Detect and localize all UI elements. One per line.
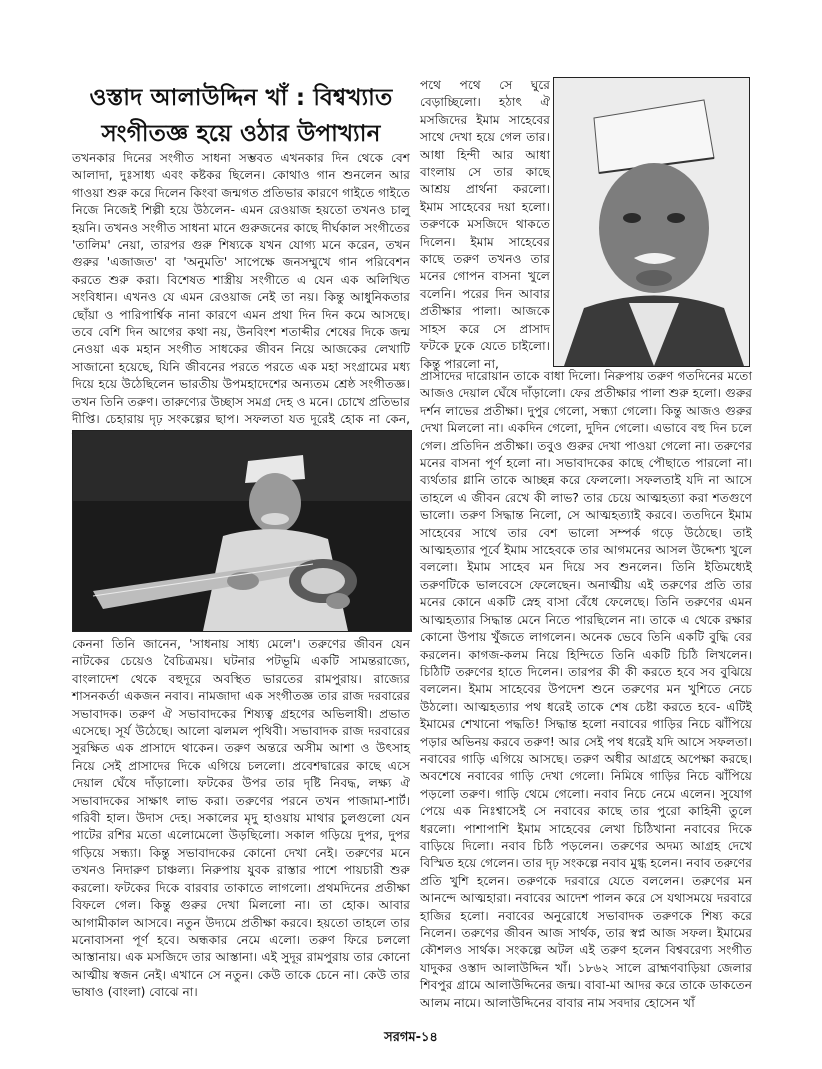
page-number: সরগম-১৪ [384, 1030, 438, 1045]
title-line-2: সংগীতজ্ঞ হয়ে ওঠার উপাখ্যান [101, 121, 381, 147]
paragraph-rampur: কেননা তিনি জানেন, 'সাধনায় সাধ্য মেলে'। তরুণের জীবন যেন নাটকের চেয়েও বৈচিত্রময়। ঘটনার পটভূমি একটি সামন্তরাজ্যে, বাংলাদেশ থেকে বহুদূরে অবস্থিত ভারতের রামপুরায়। রাজ্যের শাসনকর্তা একজন নবাব। নামজাদা এক সংগীতজ্ঞ তার রাজ দরবারের সভাবাদক। তরুণ ঐ সভাবাদকের শিষ্যত্ব গ্রহণের অভিলাষী। প্রভাত এসেছে। সূর্য উঠেছে। আলো ঝলমল পৃথিবী। সভাবাদক রাজ দরবারের সুরক্ষিত এক প্রাসাদে থাকেন। তরুণ অন্তরে অসীম আশা ও উৎসাহ নিয়ে সেই প্রাসাদের দিকে এগিয়ে চললো। প্রবেশদ্বারের কাছে এসে দেয়াল ঘেঁষে দাঁড়ালো। ফটকের উপর তার দৃষ্টি নিবদ্ধ, লক্ষ্য ঐ সভাবাদকের সাক্ষাৎ লাভ করা। তরুণের পরনে তখন পাজামা-শার্ট। গরিবী হাল। উদাস দেহ। সকালের মৃদু হাওয়ায় মাথার চুলগুলো যেন পাটের রশির মতো এলোমেলো উড়ছিলো। সকাল গড়িয়ে দুপর, দুপর গড়িয়ে সন্ধ্যা। কিন্তু সভাবাদকের কোনো দেখা নেই। তরুণের মনে তখনও নিদারুণ চাঞ্চল্য। নিরুপায় যুবক রাস্তার পাশে পায়চারী শুরু করলো। ফটকের দিকে বারবার তাকাতে লাগলো। প্রথমদিনের প্রতীক্ষা বিফলে গেল। কিন্তু গুরুর দেখা মিললো না। তা হোক। আবার আগামীকাল আসবে। নতুন উদ্যমে প্রতীক্ষা করবে। হয়তো তাহলে তার মনোবাসনা পূর্ণ হবে। অন্ধকার নেমে এলো। তরুণ ফিরে চললো আস্তানায়। এক মসজিদে তার আস্তানা। এই সুদূর রামপুরায় তার কোনো আত্মীয় স্বজন নেই। এখানে সে নতুন। কেউ তাকে চেনে না। কেউ তার ভাষাও (বাংলা) বোঝে না। [72, 637, 410, 1000]
sarod-player-image [73, 431, 411, 631]
paragraph-nawab: প্রাসাদের দারোয়ান তাকে বাধা দিলো। নিরুপায় তরুণ গতদিনের মতো আজও দেয়াল ঘেঁষে দাঁড়ালো। ফের প্রতীক্ষার পালা শুরু হলো। গুরুর দর্শন লাভের প্রতীক্ষা। দুপুর গেলো, সন্ধ্যা গেলো। কিন্তু আজও গুরুর দেখা মিললো না। একদিন গেলো, দুদিন গেলো। এভাবে বহু দিন চলে গেল। প্রতিদিন প্রতীক্ষা। তবুও গুরুর দেখা পাওয়া গেলো না। তরুণের মনের বাসনা পূর্ণ হলো না। সভাবাদকের কাছে পৌছাতে পারলো না। ব্যর্থতার গ্লানি তাকে আচ্ছন্ন করে ফেললো। সফলতাই যদি না আসে তাহলে এ জীবন রেখে কী লাভ? তার চেয়ে আত্মহত্যা করা শতগুণে ভালো। তরুণ সিদ্ধান্ত নিলো, সে আত্মহত্যাই করবে। ততদিনে ইমাম সাহেবের সাথে তার বেশ ভালো সম্পর্ক গড়ে উঠেছে। তাই আত্মহত্যার পূর্বে ইমাম সাহেবকে তার আগমনের আসল উদ্দেশ্য খুলে বললো। ইমাম সাহেব মন দিয়ে সব শুনলেন। তিনি ইতিমধ্যেই তরুণটিকে ভালবেসে ফেলেছেন। অনাত্মীয় এই তরুণের প্রতি তার মনের কোনে একটি স্নেহ বাসা বেঁধে ফেলেছে। তিনি তরুণের এমন আত্মহত্যার সিদ্ধান্ত মেনে নিতে পারছিলেন না। তাকে এ থেকে রক্ষার কোনো উপায় খুঁজতে লাগলেন। অনেক ভেবে তিনি একটি বুদ্ধি বের করলেন। কাগজ-কলম নিয়ে হিন্দিতে তিনি একটি চিঠি লিখলেন। চিঠিটি তরুণের হাতে দিলেন। তারপর কী কী করতে হবে সব বুঝিয়ে বললেন। ইমাম সাহেবের উপদেশ শুনে তরুণের মন খুশিতে নেচে উঠলো। আত্মহত্যার পথ ধরেই তাকে শেষ চেষ্টা করতে হবে- এটিই ইমামের শেখানো পদ্ধতি! সিদ্ধান্ত হলো নবাবের গাড়ির নিচে ঝাঁপিয়ে পড়ার অভিনয় করবে তরুণ! আর সেই পথ ধরেই যদি আসে সফলতা। নবাবের গাড়ি এগিয়ে আসছে। তরুণ অধীর আগ্রহে অপেক্ষা করছে। অবশেষে নবাবের গাড়ি দেখা গেলো। নিমিষে গাড়ির নিচে ঝাঁপিয়ে পড়লো তরুণ। গাড়ি থেমে গেলো। নবাব নিচে নেমে এলেন। সুযোগ পেয়ে এক নিঃশ্বাসেই সে নবাবের কাছে তার পুরো কাহিনী তুলে ধরলো। পাশাপাশি ইমাম সাহেবের লেখা চিঠিখানা নবাবের দিকে বাড়িয়ে দিলো। নবাব চিঠি পড়লেন। তরুণের অদম্য আগ্রহ দেখে বিস্মিত হয়ে গেলেন। তার দৃঢ় সংকল্পে নবাব মুগ্ধ হলেন। নবাব তরুণের প্রতি খুশি হলেন। তরুণকে দরবারে যেতে বললেন। তরুণের মন আনন্দে আত্মহারা। নবাবের আদেশ পালন করে সে যথাসময়ে দরবারে হাজির হলো। নবাবের অনুরোধে সভাবাদক তরুণকে শিষ্য করে নিলেন। তরুণের জীবন আজ সার্থক, তার স্বপ্ন আজ সফল। ইমামের কৌশলও সার্থক। সংকল্পে অটল এই তরুণ হলেন বিশ্ববরেণ্য সংগীত যাদুকর ওস্তাদ আলাউদ্দিন খাঁ। ১৮৬২ সালে ব্রাহ্মণবাড়িয়া জেলার শিবপুর গ্রামে আলাউদ্দিনের জন্ম। বাবা-মা আদর করে তাকে ডাকতেন আলম নামে। আলাউদ্দিনের বাবার নাম সবদার হোসেন খাঁ [420, 369, 752, 1010]
left-column-bottom-text [72, 636, 410, 1016]
paragraph-intro: তখনকার দিনের সংগীত সাধনা সম্ভবত এখনকার দিন থেকে বেশ আলাদা, দুঃসাধ্য এবং কষ্টকর ছিলেন। কোথাও গান শুনলেন আর গাওয়া শুরু করে দিলেন কিংবা জন্মগত প্রতিভার কারণে গাইতে গাইতে নিজে নিজেই শিল্পী হয়ে উঠলেন- এমন রেওয়াজ হয়তো তখনও চালু হয়নি। তখনও সংগীত সাধনা মানে গুরুজনের কাছে দীর্ঘকাল সংগীতের 'তালিম' নেয়া, তারপর গুরু শিষ্যকে যখন যোগ্য মনে করেন, তখন গুরুর 'এজাজত' বা 'অনুমতি' সাপেক্ষে জনসম্মুখে গান পরিবেশন করতে শুরু করা। বিশেষত শাস্ত্রীয় সংগীতে এ যেন এক অলিখিত সংবিধান। এখনও যে এমন রেওয়াজ নেই তা নয়। কিন্তু আধুনিকতার ছোঁয়া ও পারিপার্শ্বিক নানা কারণে এমন প্রথা দিন দিন কমে আসছে। তবে বেশি দিন আগের কথা নয়, উনবিংশ শতাব্দীর শেষের দিকে জন্ম নেওয়া এক মহান সংগীত সাধকের জীবন নিয়ে আজকের লেখাটি সাজানো হয়েছে, যিনি জীবনের পরতে পরতে এক মহা সংগ্রামের মধ্য দিয়ে হয়ে উঠেছিলেন ভারতীয় উপমহাদেশের অন্যতম শ্রেষ্ঠ সংগীতজ্ঞ। তখন তিনি তরুণ। তারুণ্যের উচ্ছাস সমগ্র দেহ ও মনে। চোখে প্রতিভার দীপ্তি। চেহারায় দৃঢ় সংকল্পের ছাপ। সফলতা যত দূরেই হোক না কেন, [72, 151, 410, 427]
title-line-1: ওস্তাদ আলাউদ্দিন খাঁ : বিশ্বখ্যাত [89, 85, 393, 111]
right-column-top-text [420, 77, 550, 371]
left-column-top-text [72, 150, 410, 426]
musician-photo [72, 430, 412, 632]
alauddin-khan-portrait [554, 78, 749, 366]
paragraph-imam: পথে পথে সে ঘুরে বেড়াচ্ছিলো। হঠাৎ ঐ মসজিদের ইমাম সাহেবের সাথে দেখা হয়ে গেল তার। আধা হিন্দী আর আধা বাংলায় সে তার কাছে আশ্রয় প্রার্থনা করলো। ইমাম সাহেবের দয়া হলো। তরুণকে মসজিদে থাকতে দিলেন। ইমাম সাহেবের কাছে তরুণ তখনও তার মনের গোপন বাসনা খুলে বলেনি। পরের দিন আবার প্রতীক্ষার পালা। আজকে সাহস করে সে প্রাসাদ ফটকে ঢুকে যেতে চাইলো। কিন্তু পারলো না, [420, 78, 550, 371]
article-title [72, 80, 410, 152]
right-column-bottom-text [420, 368, 752, 1016]
portrait-photo [553, 77, 750, 367]
